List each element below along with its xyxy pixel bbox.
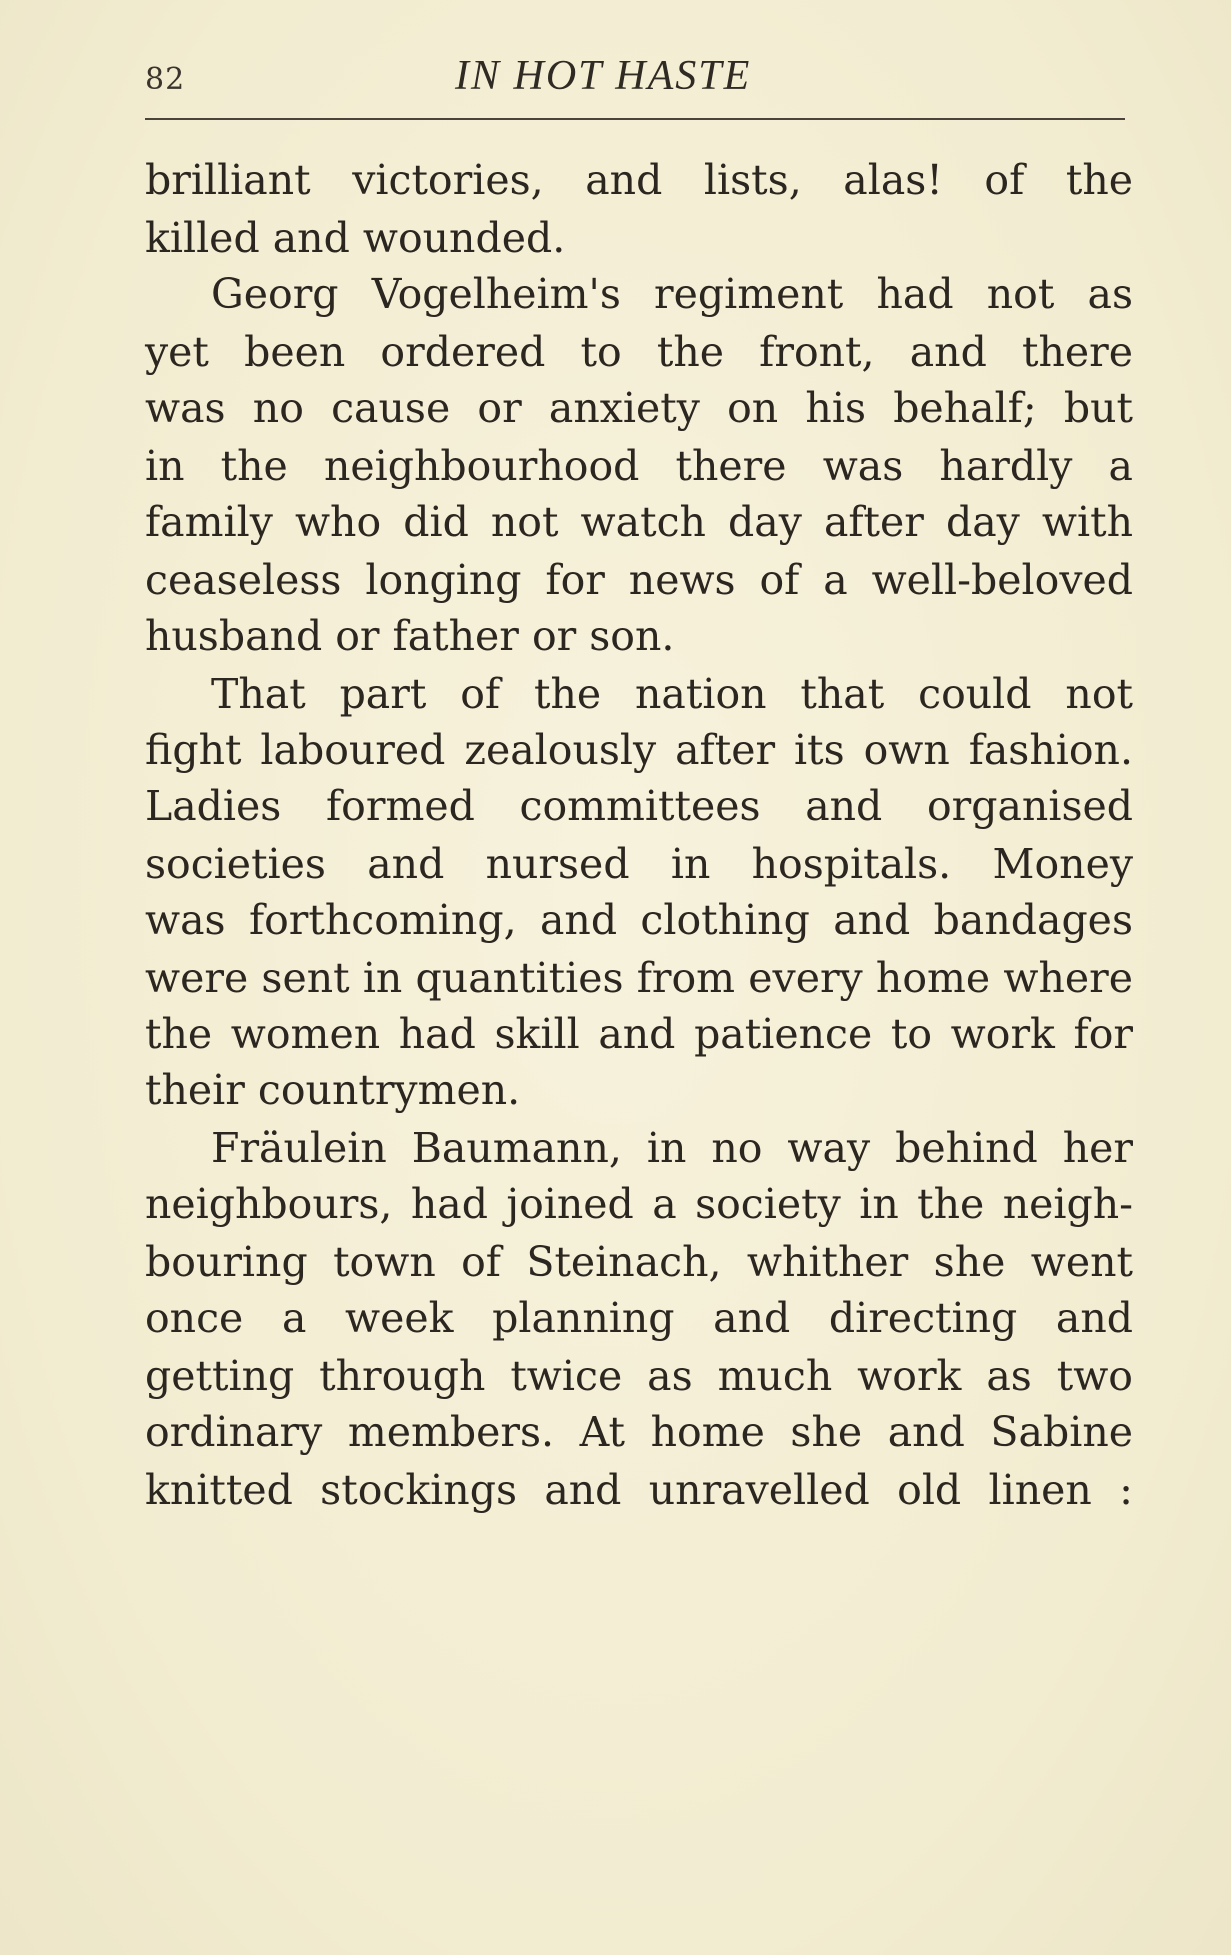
text-line: the women had skill and patience to work for [145,1010,1133,1058]
text-line: were sent in quantities from every home where [145,954,1133,1002]
text-line: neighbours, had joined a society in the neigh- [145,1180,1133,1228]
page-header [145,52,1130,102]
text-line: Ladies formed committees and organised [145,782,1133,830]
text-line: knitted stockings and unravelled old linen : [145,1466,1133,1514]
text-line: killed and wounded. [145,214,566,262]
text-line: societies and nursed in hospitals. Money [145,840,1133,888]
running-head: IN HOT HASTE [455,53,752,99]
text-line: in the neighbourhood there was hardly a [145,442,1133,490]
text-line: husband or father or son. [145,612,675,660]
text-line: once a week planning and directing and [145,1294,1133,1342]
text-line: brilliant victories, and lists, alas! of the [145,156,1133,204]
text-line: Georg Vogelheim's regiment had not as [211,270,1133,318]
page-number: 82 [145,62,186,97]
header-rule [145,118,1125,120]
text-line: their countrymen. [145,1066,521,1114]
text-line: family who did not watch day after day with [145,498,1133,546]
text-line: yet been ordered to the front, and there [145,328,1133,376]
text-line: fight laboured zealously after its own fashion. [145,726,1133,774]
text-line: getting through twice as much work as two [145,1352,1133,1400]
text-line: bouring town of Steinach, whither she went [145,1238,1133,1286]
text-line: Fräulein Baumann, in no way behind her [211,1124,1133,1172]
text-line: ceaseless longing for news of a well-beloved [145,556,1133,604]
text-line: was forthcoming, and clothing and bandages [145,896,1133,944]
text-line: That part of the nation that could not [211,670,1133,718]
text-line: ordinary members. At home she and Sabine [145,1408,1133,1456]
text-line: was no cause or anxiety on his behalf; but [145,384,1133,432]
